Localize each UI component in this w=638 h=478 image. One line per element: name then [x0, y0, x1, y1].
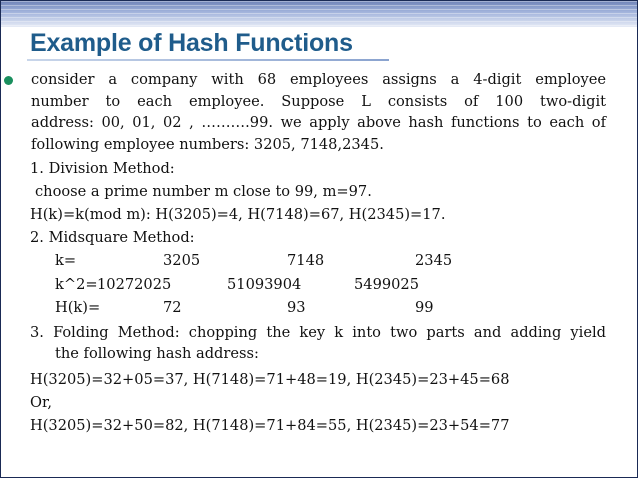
folding-result-1: H(3205)=32+05=37, H(7148)=71+48=19, H(2345)=23+45=68: [30, 370, 510, 388]
bullet-line: following employee numbers: 3205, 7148,2345.: [31, 135, 384, 153]
row-label: k^2=: [55, 275, 98, 293]
bullet-item: [19, 69, 606, 155]
row-label: k=: [55, 252, 77, 269]
row-value: 10272025: [97, 275, 172, 293]
row-label: H(k)=: [55, 299, 101, 316]
folding-result-2: H(3205)=32+50=82, H(7148)=71+84=55, H(2345)=23+54=77: [30, 416, 510, 434]
midsquare-row-k: [1, 249, 637, 273]
row-value: 7148: [287, 252, 325, 269]
bullet-line: address: 00, 01, 02 , ……….99. we apply above hash functions to each of: [31, 114, 606, 131]
row-value: 3205: [163, 252, 201, 269]
bullet-dot-icon: [4, 76, 13, 85]
midsquare-heading: 2. Midsquare Method:: [30, 229, 195, 246]
slide-body: [1, 69, 637, 437]
row-value: 5499025: [354, 275, 419, 293]
bullet-line: number to each employee. Suppose L consists of 100 two-digit: [31, 92, 606, 110]
row-value: 72: [163, 299, 182, 316]
bullet-line: consider a company with 68 employees assigns a 4-digit employee: [31, 71, 606, 88]
folding-line: the following hash address:: [55, 345, 259, 362]
division-result: H(k)=k(mod m): H(3205)=4, H(7148)=67, H(2345)=17.: [30, 206, 446, 223]
midsquare-row-hk: [1, 296, 637, 320]
header-banner: [1, 1, 637, 27]
title-underline: [27, 59, 389, 61]
row-value: 93: [287, 299, 306, 316]
row-value: 2345: [415, 252, 453, 269]
division-heading: 1. Division Method:: [30, 160, 175, 177]
or-label: Or,: [30, 393, 52, 411]
midsquare-row-k-squared: [1, 273, 637, 297]
division-choose: choose a prime number m close to 99, m=97.: [35, 183, 372, 200]
row-value: 51093904: [227, 275, 302, 293]
folding-line: 3. Folding Method: chopping the key k into two parts and adding yield: [30, 323, 606, 341]
slide-title: Example of Hash Functions: [30, 29, 353, 57]
folding-heading: [30, 322, 606, 365]
row-value: 99: [415, 299, 434, 316]
